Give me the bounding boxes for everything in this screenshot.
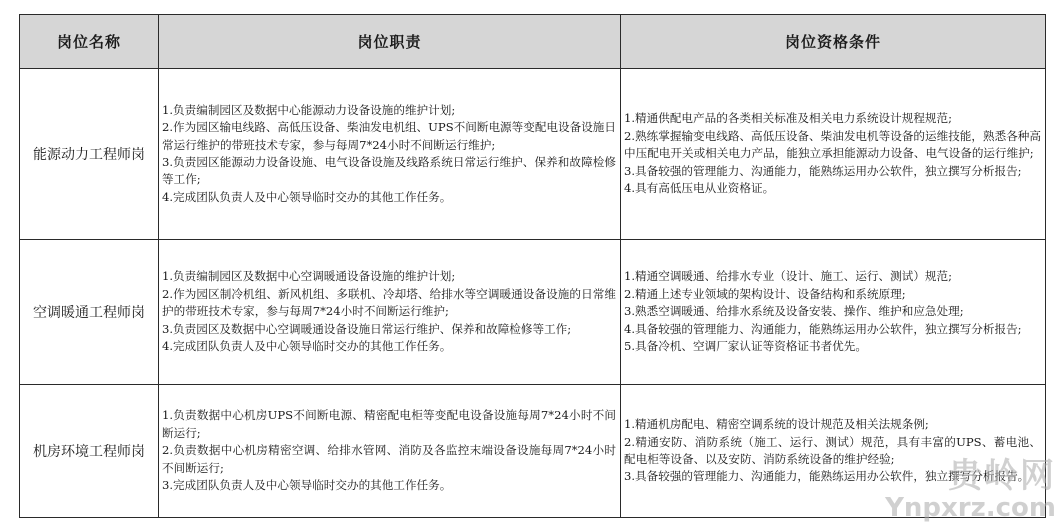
job-positions-table (19, 14, 1046, 518)
requirement-item: 1.精通空调暖通、给排水专业（设计、施工、运行、测试）规范; (624, 269, 953, 284)
header-position-name: 岗位名称 (20, 15, 159, 69)
duty-item: 3.负责园区及数据中心空调暖通设备设施日常运行维护、保养和故障检修等工作; (162, 321, 572, 336)
position-name: 空调暖通工程师岗 (20, 240, 159, 385)
duties-cell (159, 69, 621, 240)
requirement-item: 1.精通供配电产品的各类相关标准及相关电力系统设计规程规范; (624, 111, 953, 126)
table-row-facility-engineer (20, 385, 1046, 518)
table-header-row (20, 15, 1046, 69)
header-requirements: 岗位资格条件 (621, 15, 1046, 69)
duty-item: 3.完成团队负责人及中心领导临时交办的其他工作任务。 (162, 478, 452, 493)
duty-item: 2.作为园区输电线路、高低压设备、柴油发电机组、UPS不间断电源等变配电设备设施日常运行维护的带班技术专家，参与每周7*24小时不间断运行维护; (162, 120, 616, 152)
requirement-item: 4.具备较强的管理能力、沟通能力，能熟练运用办公软件，独立撰写分析报告; (624, 321, 1022, 336)
watermark-cn-text: 贵岭网 (948, 456, 1056, 496)
requirement-item: 3.具备较强的管理能力、沟通能力，能熟练运用办公软件，独立撰写分析报告。 (624, 469, 1030, 484)
duty-item: 4.完成团队负责人及中心领导临时交办的其他工作任务。 (162, 339, 452, 354)
table-row-energy-engineer (20, 69, 1046, 240)
duty-item: 2.作为园区制冷机组、新风机组、多联机、冷却塔、给排水等空调暖通设备设施的日常维护的带班技术专家，参与每周7*24小时不间断运行维护; (162, 286, 616, 319)
position-name: 机房环境工程师岗 (20, 385, 159, 518)
duty-item: 2.负责数据中心机房精密空调、给排水管网、消防及各监控末端设备设施每周7*24小时不间断运行; (162, 443, 616, 475)
position-name: 能源动力工程师岗 (20, 69, 159, 240)
table-row-hvac-engineer (20, 240, 1046, 385)
duty-item: 1.负责编制园区及数据中心能源动力设备设施的维护计划; (162, 102, 456, 117)
watermark-url-text: Ynpxrz.com (885, 493, 1056, 523)
requirement-item: 2.精通安防、消防系统（施工、运行、测试）规范，具有丰富的UPS、蓄电池、配电柜等设备、以及安防、消防系统设备的维护经验; (624, 434, 1041, 466)
duties-cell (159, 385, 621, 518)
requirement-item: 2.精通上述专业领域的架构设计、设备结构和系统原理; (624, 286, 906, 301)
requirement-item: 2.熟练掌握输变电线路、高低压设备、柴油发电机等设备的运维技能，熟悉各种高中压配电开关或相关电力产品，能独立承担能源动力设备、电气设备的运行维护; (624, 128, 1041, 161)
requirements-cell (621, 385, 1046, 518)
requirement-item: 3.具备较强的管理能力、沟通能力，能熟练运用办公软件，独立撰写分析报告; (624, 163, 1022, 178)
requirement-item: 5.具备冷机、空调厂家认证等资格证书者优先。 (624, 339, 867, 354)
duty-item: 1.负责数据中心机房UPS不间断电源、精密配电柜等变配电设备设施每周7*24小时不间断运行; (162, 408, 616, 440)
duties-cell (159, 240, 621, 385)
header-duties: 岗位职责 (159, 15, 621, 69)
requirement-item: 3.熟悉空调暖通、给排水系统及设备安装、操作、维护和应急处理; (624, 304, 964, 319)
requirements-cell (621, 240, 1046, 385)
duty-item: 1.负责编制园区及数据中心空调暖通设备设施的维护计划; (162, 269, 456, 284)
duty-item: 3.负责园区能源动力设备设施、电气设备设施及线路系统日常运行维护、保养和故障检修等工作; (162, 155, 616, 187)
requirement-item: 1.精通机房配电、精密空调系统的设计规范及相关法规条例; (624, 417, 929, 432)
requirement-item: 4.具有高低压电从业资格证。 (624, 181, 775, 196)
requirements-cell (621, 69, 1046, 240)
duty-item: 4.完成团队负责人及中心领导临时交办的其他工作任务。 (162, 189, 452, 204)
